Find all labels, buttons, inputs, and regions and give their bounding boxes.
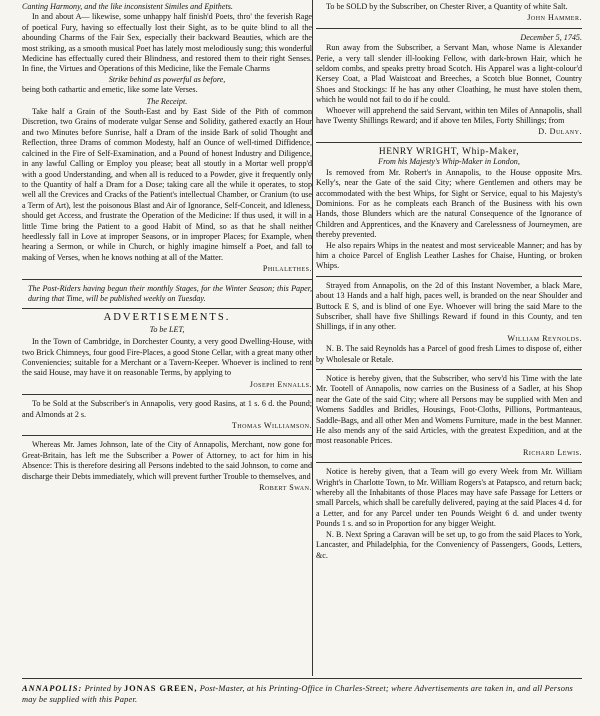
colophon-rest: Post-Master, at his Printing-Office in Charles-Street; where Advertisements are taken in, and all Persons may be supplied with this Paper. (22, 684, 573, 704)
colophon (22, 683, 582, 705)
strayed-mare-signature: William Reynolds. (507, 333, 582, 343)
let-advert-text: In the Town of Cambridge, in Dorchester County, a very good Dwelling-House, with two Brick Chimneys, four good Fire-Places, a good Stone Cellar, with a great many other Conveniencies; suitable for a Merchant or a Tavern-Keeper. Whoever is inclined to rent the said House, may have it on reasonable Terms, by applying to (22, 337, 312, 378)
separator (316, 28, 582, 29)
remedy-motto: Strike behind as powerful as before, (108, 74, 226, 84)
receipt-title: The Receipt. (146, 96, 188, 106)
wright-subtitle: From his Majesty's Whip-Maker in London, (378, 157, 520, 167)
colophon-printed-by: Printed by (84, 684, 122, 693)
strayed-mare-text: Strayed from Annapolis, on the 2d of this Instant November, a black Mare, about 13 Hands and a half high, paces well, is branded on the near Shoulder and Buttock E S, and is blind of one Eye. Whoever will bring the said Mare to the Subscriber, shall have five Shillings Reward if found in this County, and ten Shillings, if in any other. (316, 280, 582, 332)
salt-advert-text: To be SOLD by the Subscriber, on Chester River, a Quantity of white Salt. (326, 2, 568, 11)
right-column (316, 2, 582, 561)
separator (22, 435, 312, 436)
let-advert-signature: Joseph Ennalls. (249, 379, 312, 389)
johnson-notice-signature: Robert Swan. (259, 483, 312, 493)
column-divider (312, 0, 313, 676)
separator (316, 276, 582, 277)
advertisements-heading: ADVERTISEMENTS. (103, 312, 231, 324)
remedy-motto-tail: being both cathartic and emetic, like some late Verses. (22, 85, 198, 95)
colophon-place: ANNAPOLIS: (22, 684, 83, 693)
left-column (22, 2, 312, 493)
separator (22, 308, 312, 309)
runaway-text: Run away from the Subscriber, a Servant Man, whose Name is Alexander Perie, a very tall slender ill-looking Fellow, with dark-brown Hair, which he seldom combs, and speaks pretty broad Scotch. His Apparel was a light-colour'd Kersey Coat, a Plad Waistcoat and Breeches, a Scotch blue Bonnet, Country Shoes and Stockings: If he has any other Cloathing, he must have stolen them, which he would not fail to do if he could. (316, 43, 582, 105)
separator (316, 369, 582, 370)
rasins-advert-signature: Thomas Williamson. (231, 421, 312, 431)
remedy-line-1: Canting Harmony, and the like inconsistent Similes and Epithets. (22, 2, 233, 11)
strayed-mare-nb: N. B. The said Reynolds has a Parcel of good fresh Limes to dispose of, either by Wholesale or Retale. (316, 344, 582, 364)
separator (22, 394, 312, 395)
rasins-advert-text: To be Sold at the Subscriber's in Annapolis, very good Rasins, at 1 s. 6 d. the Pound; and Almonds at 2 s. (22, 399, 312, 419)
separator (22, 279, 312, 280)
wright-name: HENRY WRIGHT, Whip-Maker, (378, 146, 520, 157)
salt-advert-signature: John Hammer. (527, 13, 582, 23)
team-notice-nb: N. B. Next Spring a Caravan will be set up, to go from the said Places to York, Lancaster, and Philadelphia, for the Conveniency of Passengers, Goods, Letters, &c. (316, 529, 582, 560)
johnson-notice-text: Whereas Mr. James Johnson, late of the City of Annapolis, Merchant, now gone for Great-Britain, has left me the Subscriber a Power of Attorney, to act for him in his Absence: This is therefore desiring all Persons indebted to the said Johnson, to come and discharge their Debts immediately, which will prevent further Trouble to themselves, and (22, 440, 312, 481)
sadler-notice-signature: Richard Lewis. (522, 447, 582, 457)
separator (316, 462, 582, 463)
remedy-line-2: In and about A— likewise, some unhappy half finish'd Poets, thro' the feverish Rage of poetical Fury, having so effectually lost their Sight, as to be quite blind to all the abounding Charms of the Fair Sex, especially their backward Beauties, which are the most striking, as a smooth musical Poet has lately most melodiously sung; this wonderful Medicine has effectually cured their Blindness, and restored them to their right Senses. In fine, the Virtues and Operations of this Medicine, like the Female Charms (22, 12, 312, 74)
receipt-text: Take half a Grain of the South-East and by East Side of the Pith of common Discretion, two Grains of moderate vulgar Sense and Solidity, gathered exactly an Hour and two Minutes before Sunrise, half a Dram of the inside Bark of solid Thought and Reflection, three Drams of common Modesty, half an Ounce of well-timed Diffidence, calcined in the Fire of Self-Examination, and a Pound of honest Industry and Diligence, in any lawful Calling or Employ you please; beat all stoutly in a Mortar well propp'd with a good Understanding, and when all is reduced to a Powder, give it frequently only to the Quantity of half a Dram for a Dose; taking care all the while it operates, to stop well all the Crevices and Cracks of the Patient's intellectual Chamber, or Cranium (to use a Term of Art), lest the poisonous Blast and Air of Ignorance, Self-Conceit, and Idleness, should get Access, and frustrate the Operation of the Medicine: If thus used, it will in a little Time bring the Patient to a good Habit of Mind, so as that he shall neither heedlessly fall in Love at improper Seasons, or in improper Places; for Example, when hearing a Sermon, or while in Church, or highly imagine himself a Poet, and fall to making of Verses, when he knows nothing at all of the Matter. (22, 107, 312, 262)
post-riders-note: The Post-Riders having begun their monthly Stages, for the Winter Season; this Paper, during that Time, will be published weekly on Tuesday. (28, 283, 312, 303)
to-be-let-heading: To be LET, (149, 324, 185, 334)
team-notice-text: Notice is hereby given, that a Team will go every Week from Mr. William Wright's in Charlotte Town, to Mr. William Rogers's at Patapsco, and return back; whereby all the Inhabitants of those Places may have safe Passage for Letters or small Parcels, which shall be carefully delivered, paying at the said Places 4 d. for a Letter, and for any Parcel under ten Pounds Weight 6 d. and under twenty Pounds 1 s. and so in Proportion for any bigger Weight. (316, 467, 582, 529)
wright-text: Is removed from Mr. Robert's in Annapolis, to the House opposite Mrs. Kelly's, near the Gate of the said City; where Gentlemen and others may be accommodated with the best Whips, for Sight or Service, equal to his Majesty's Dominions. For as he compleats each Branch of the Business with his own Hands, those Blunders which are the natural Consequence of the Ignorance of Children and Apprentices, and the Knavery and Carelessness of Journeymen, are thereby prevented. (316, 167, 582, 240)
runaway-reward: Whoever will apprehend the said Servant, within ten Miles of Annapolis, shall have Twenty Shillings Reward; and if above ten Miles, Forty Shillings; from (316, 105, 582, 126)
footer-rule (22, 678, 582, 679)
receipt-signature: Philalethes. (262, 264, 312, 274)
separator (316, 142, 582, 143)
runaway-signature: D. Dulany. (538, 127, 582, 137)
sadler-notice-text: Notice is hereby given, that the Subscriber, who serv'd his Time with the late Mr. Tootell of Annapolis, now carries on the Business of a Sadler, at his Shop near the Gate of the said City; where all Persons may be supplied with Men and Womens Saddles and Bridles, Housings, Foot-Cloths, Pillions, Portmanteaus, Saddle-Bags, and all other Men and Womens Furniture, made in the best Manner. He also mends any of the said Articles, with the greatest Expedition, and at the most reasonable Prices. (316, 374, 582, 446)
runaway-date: December 5, 1745. (520, 32, 582, 42)
colophon-printer: JONAS GREEN, (123, 684, 198, 693)
wright-more: He also repairs Whips in the neatest and most serviceable Manner; and has by him a choice Parcel of English Leather Lashes for Chaise, Hunting, or broken Whips. (316, 240, 582, 271)
